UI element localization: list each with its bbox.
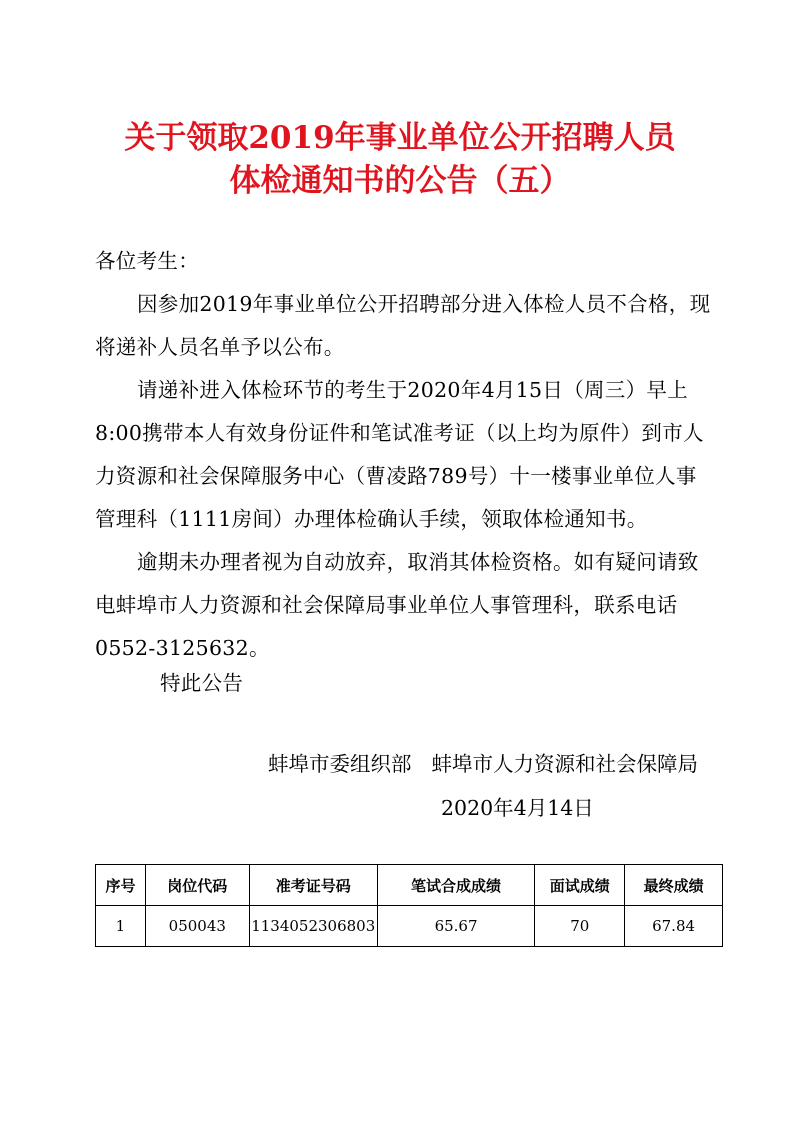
paragraph-2-line-3: 力资源和社会保障服务中心（曹凌路789号）十一楼事业单位人事 <box>95 464 697 488</box>
header-index: 序号 <box>96 865 146 906</box>
title-line-2: 体检通知书的公告（五） <box>229 163 571 199</box>
closing-text: 特此公告 <box>160 671 244 695</box>
paragraph-2-line-4: 管理科（1111房间）办理体检确认手续，领取体检通知书。 <box>95 507 648 531</box>
paragraph-2-line-2: 8:00携带本人有效身份证件和笔试准考证（以上均为原件）到市人 <box>95 421 704 445</box>
table-header-row <box>96 865 723 906</box>
cell-final-score: 67.84 <box>625 906 723 947</box>
paragraph-2-line-1: 请递补进入体检环节的考生于2020年4月15日（周三）早上 <box>137 378 688 402</box>
sign-date: 2020年4月14日 <box>441 796 594 820</box>
cell-ticket-number: 1134052306803 <box>249 906 377 947</box>
cell-interview-score: 70 <box>535 906 625 947</box>
header-final-score: 最终成绩 <box>625 865 723 906</box>
salutation: 各位考生： <box>95 249 199 273</box>
header-written-score: 笔试合成成绩 <box>377 865 535 906</box>
cell-written-score: 65.67 <box>377 906 535 947</box>
results-table <box>95 864 723 947</box>
title-line-1: 关于领取2019年事业单位公开招聘人员 <box>124 120 676 156</box>
cell-position-code: 050043 <box>145 906 249 947</box>
signer-2: 蚌埠市人力资源和社会保障局 <box>431 752 698 776</box>
paragraph-3-line-1: 逾期未办理者视为自动放弃，取消其体检资格。如有疑问请致 <box>137 550 699 574</box>
header-position-code: 岗位代码 <box>145 865 249 906</box>
header-ticket-number: 准考证号码 <box>249 865 377 906</box>
paragraph-1-line-2: 将递补人员名单予以公布。 <box>95 335 345 359</box>
paragraph-3-line-2: 电蚌埠市人力资源和社会保障局事业单位人事管理科，联系电话 <box>95 593 678 617</box>
signer-1: 蚌埠市委组织部 <box>268 752 412 776</box>
signers <box>268 743 698 786</box>
header-interview-score: 面试成绩 <box>535 865 625 906</box>
paragraph-1-line-1: 因参加2019年事业单位公开招聘部分进入体检人员不合格，现 <box>137 292 711 316</box>
table-row <box>96 906 723 947</box>
cell-index: 1 <box>96 906 146 947</box>
paragraph-3-line-3: 0552-3125632。 <box>95 636 270 660</box>
